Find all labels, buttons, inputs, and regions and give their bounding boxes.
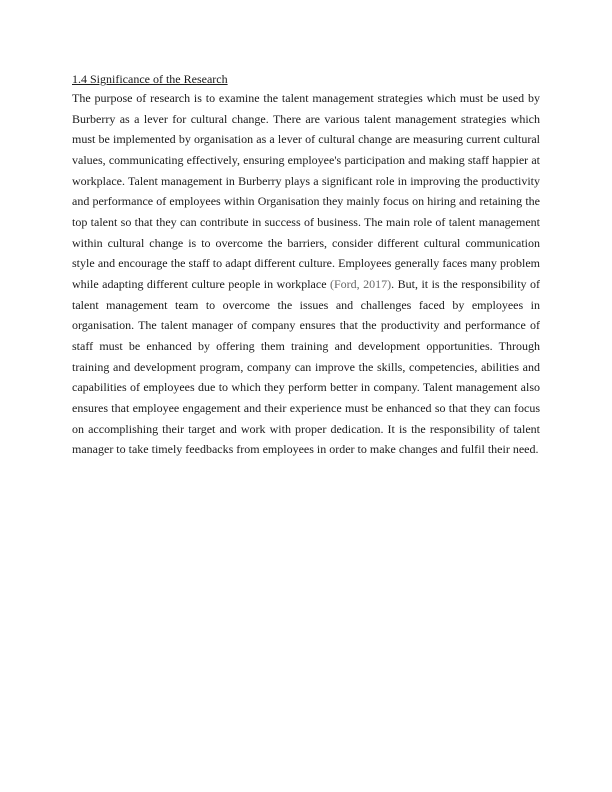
page-content <box>72 70 540 460</box>
section-paragraph <box>72 88 540 460</box>
paragraph-text-part-2: . But, it is the responsibility of talent management team to overcome the issues and challenges faced by employees in organisation. The talent manager of company ensures that the productivity and performance of staff must be enhanced by offering them training and development opportunities. Through training and development program, company can improve the skills, competencies, abilities and capabilities of employees due to which they perform better in company. Talent management also ensures that employee engagement and their experience must be enhanced so that they can focus on accomplishing their target and work with proper dedication. It is the responsibility of talent manager to take timely feedbacks from employees in order to make changes and fulfil their need. <box>72 276 541 457</box>
citation: (Ford, 2017) <box>330 276 392 291</box>
section-heading: 1.4 Significance of the Research <box>72 72 228 86</box>
paragraph-text-part-1: The purpose of research is to examine the talent management strategies which must be used by Burberry as a lever for cultural change. There are various talent management strategies which must be implemented by organisation as a lever of cultural change are measuring current cultural values, communicating effectively, ensuring employee's participation and making staff happier at workplace. Talent management in Burberry plays a significant role in improving the productivity and performance of employees within Organisation they mainly focus on hiring and retaining the top talent so that they can contribute in success of business. The main role of talent management within cultural change is to overcome the barriers, consider different cultural communication style and encourage the staff to adapt different culture. Employees generally faces many problem while adapting different culture people in workplace <box>72 91 540 291</box>
